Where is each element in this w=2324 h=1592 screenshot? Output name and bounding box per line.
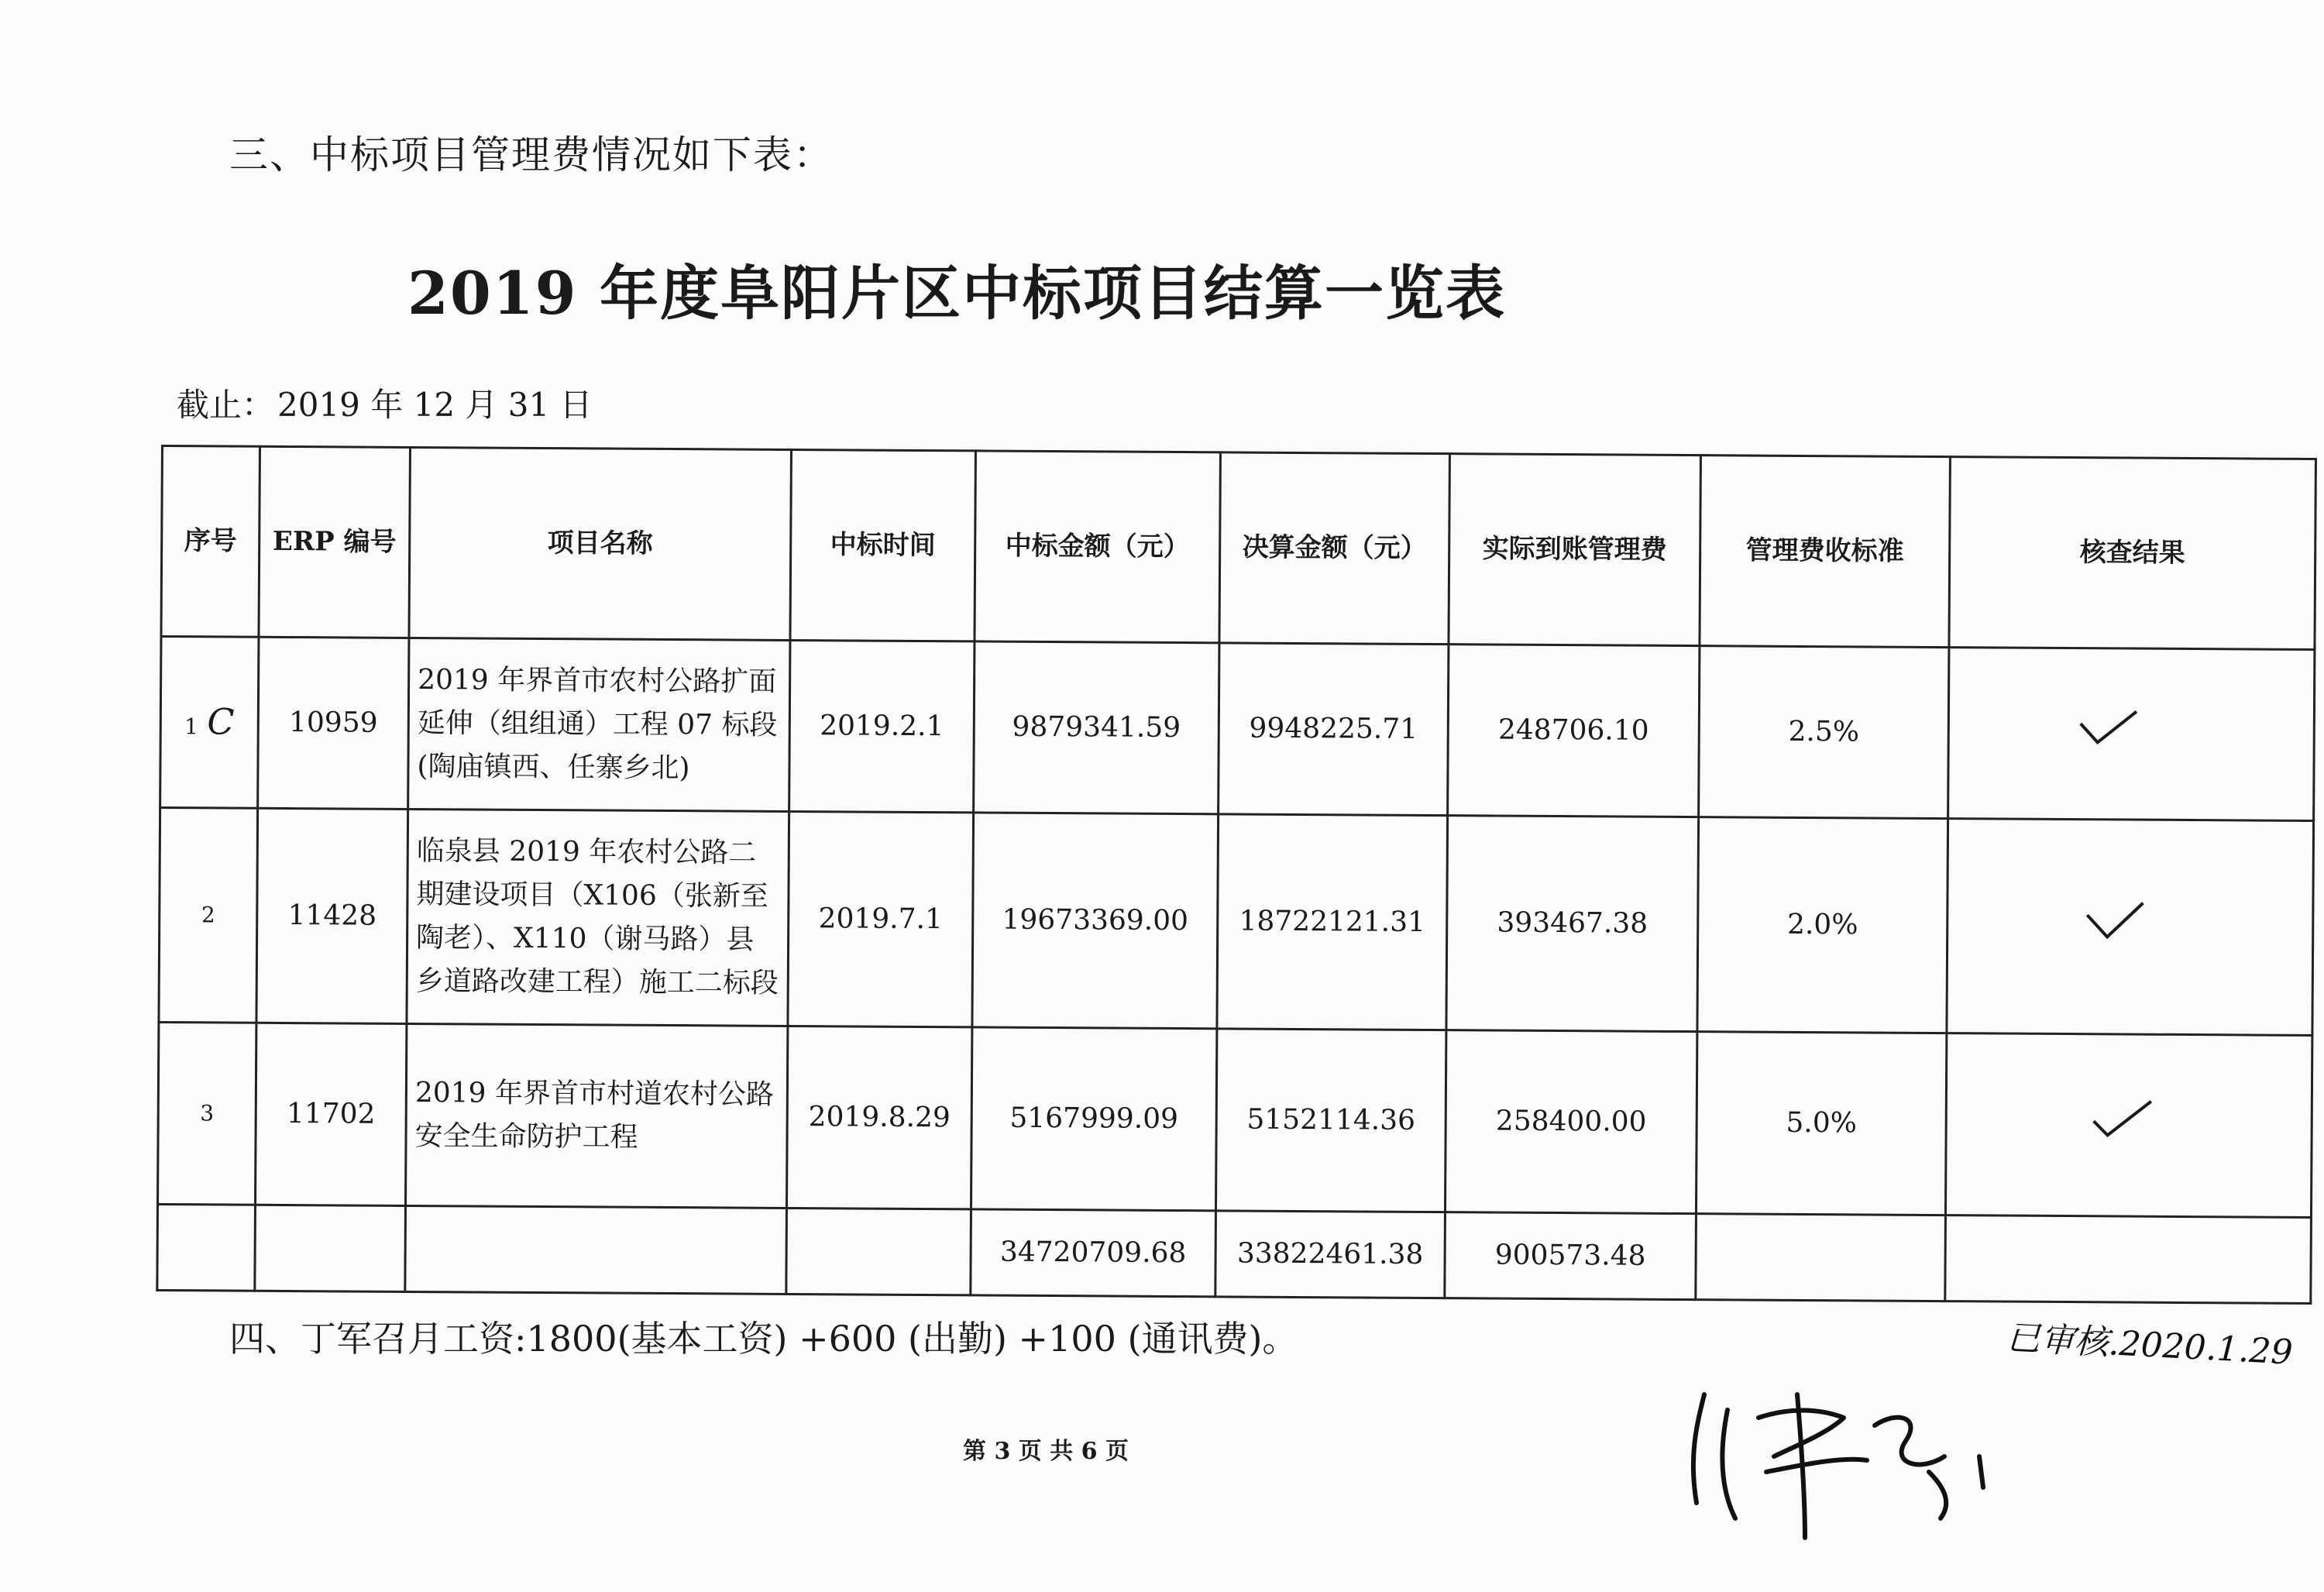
col-header-project-name: 项目名称 xyxy=(409,447,791,640)
row-actual-fee: 393467.38 xyxy=(1446,816,1699,1032)
cutoff-label: 截止： xyxy=(177,386,275,424)
row-bid-date: 2019.7.1 xyxy=(788,811,974,1026)
row-bid-date: 2019.8.29 xyxy=(786,1026,971,1209)
row-bid-amount: 9879341.59 xyxy=(974,641,1219,814)
table-row xyxy=(159,808,2314,1036)
cutoff-date: 2019 年 12 月 31 日 xyxy=(277,386,593,424)
page-footer: 第 3 页 共 6 页 xyxy=(963,1438,1129,1465)
row-project-name: 2019 年界首市农村公路扩面延伸（组组通）工程 07 标段(陶庙镇西、任寨乡北) xyxy=(408,638,790,811)
checkmark-icon xyxy=(2084,901,2146,940)
checkmark-icon xyxy=(2090,1099,2152,1138)
handwritten-review-note: 已审核.2020.1.29 xyxy=(2005,1318,2294,1373)
col-header-fee-rate: 管理费收标准 xyxy=(1700,456,1950,648)
table-title: 2019 年度阜阳片区中标项目结算一览表 xyxy=(407,259,1506,328)
row-project-name: 2019 年界首市村道农村公路安全生命防护工程 xyxy=(406,1023,788,1208)
row-actual-fee: 248706.10 xyxy=(1448,645,1700,817)
col-header-final-amount: 决算金额（元） xyxy=(1219,452,1449,645)
row-check-result xyxy=(1945,1033,2312,1218)
row-erp: 11428 xyxy=(256,808,408,1023)
row-fee-rate: 2.5% xyxy=(1699,646,1949,819)
col-header-check-result: 核查结果 xyxy=(1949,457,2315,650)
row-bid-amount: 19673369.00 xyxy=(972,813,1219,1029)
col-header-bid-amount: 中标金额（元） xyxy=(975,451,1220,643)
total-actual-fee: 900573.48 xyxy=(1445,1212,1697,1300)
row-no: 3 xyxy=(158,1022,256,1205)
checkmark-icon xyxy=(2077,708,2139,747)
row-fee-rate: 2.0% xyxy=(1697,817,1948,1033)
cutoff-date-line xyxy=(177,380,593,426)
row-check-result xyxy=(1948,648,2315,821)
col-header-actual-fee: 实际到账管理费 xyxy=(1449,454,1700,646)
totals-row xyxy=(157,1204,2312,1303)
handwritten-mark: C xyxy=(207,700,235,743)
row-bid-date: 2019.2.1 xyxy=(789,640,975,812)
col-header-bid-date: 中标时间 xyxy=(790,449,975,641)
row-erp: 11702 xyxy=(256,1023,407,1205)
table-header-row xyxy=(161,446,2315,650)
row-no: 2 xyxy=(159,808,258,1023)
table-row xyxy=(158,1022,2312,1217)
col-header-no: 序号 xyxy=(161,446,260,638)
row-fee-rate: 5.0% xyxy=(1696,1032,1946,1215)
row-actual-fee: 258400.00 xyxy=(1445,1030,1697,1214)
row-final-amount: 9948225.71 xyxy=(1219,643,1449,816)
section-3-heading: 三、中标项目管理费情况如下表： xyxy=(229,132,834,177)
total-bid-amount: 34720709.68 xyxy=(971,1209,1216,1297)
row-erp: 10959 xyxy=(258,637,409,809)
row-bid-amount: 5167999.09 xyxy=(971,1027,1216,1211)
row-final-amount: 18722121.31 xyxy=(1217,814,1448,1030)
row-project-name: 临泉县 2019 年农村公路二期建设项目（X106（张新至陶老）、X110（谢马路）县乡道路改建工程）施工二标段 xyxy=(407,809,789,1026)
row-final-amount: 5152114.36 xyxy=(1215,1029,1446,1212)
row-no: 1 C xyxy=(160,637,259,809)
settlement-table xyxy=(156,445,2317,1305)
col-header-erp: ERP 编号 xyxy=(259,446,410,638)
table-row xyxy=(160,637,2315,821)
section-4-salary: 四、丁军召月工资:1800(基本工资) +600 (出勤) +100 (通讯费)。 xyxy=(229,1318,1298,1360)
total-final-amount: 33822461.38 xyxy=(1215,1211,1446,1298)
row-check-result xyxy=(1947,819,2314,1036)
